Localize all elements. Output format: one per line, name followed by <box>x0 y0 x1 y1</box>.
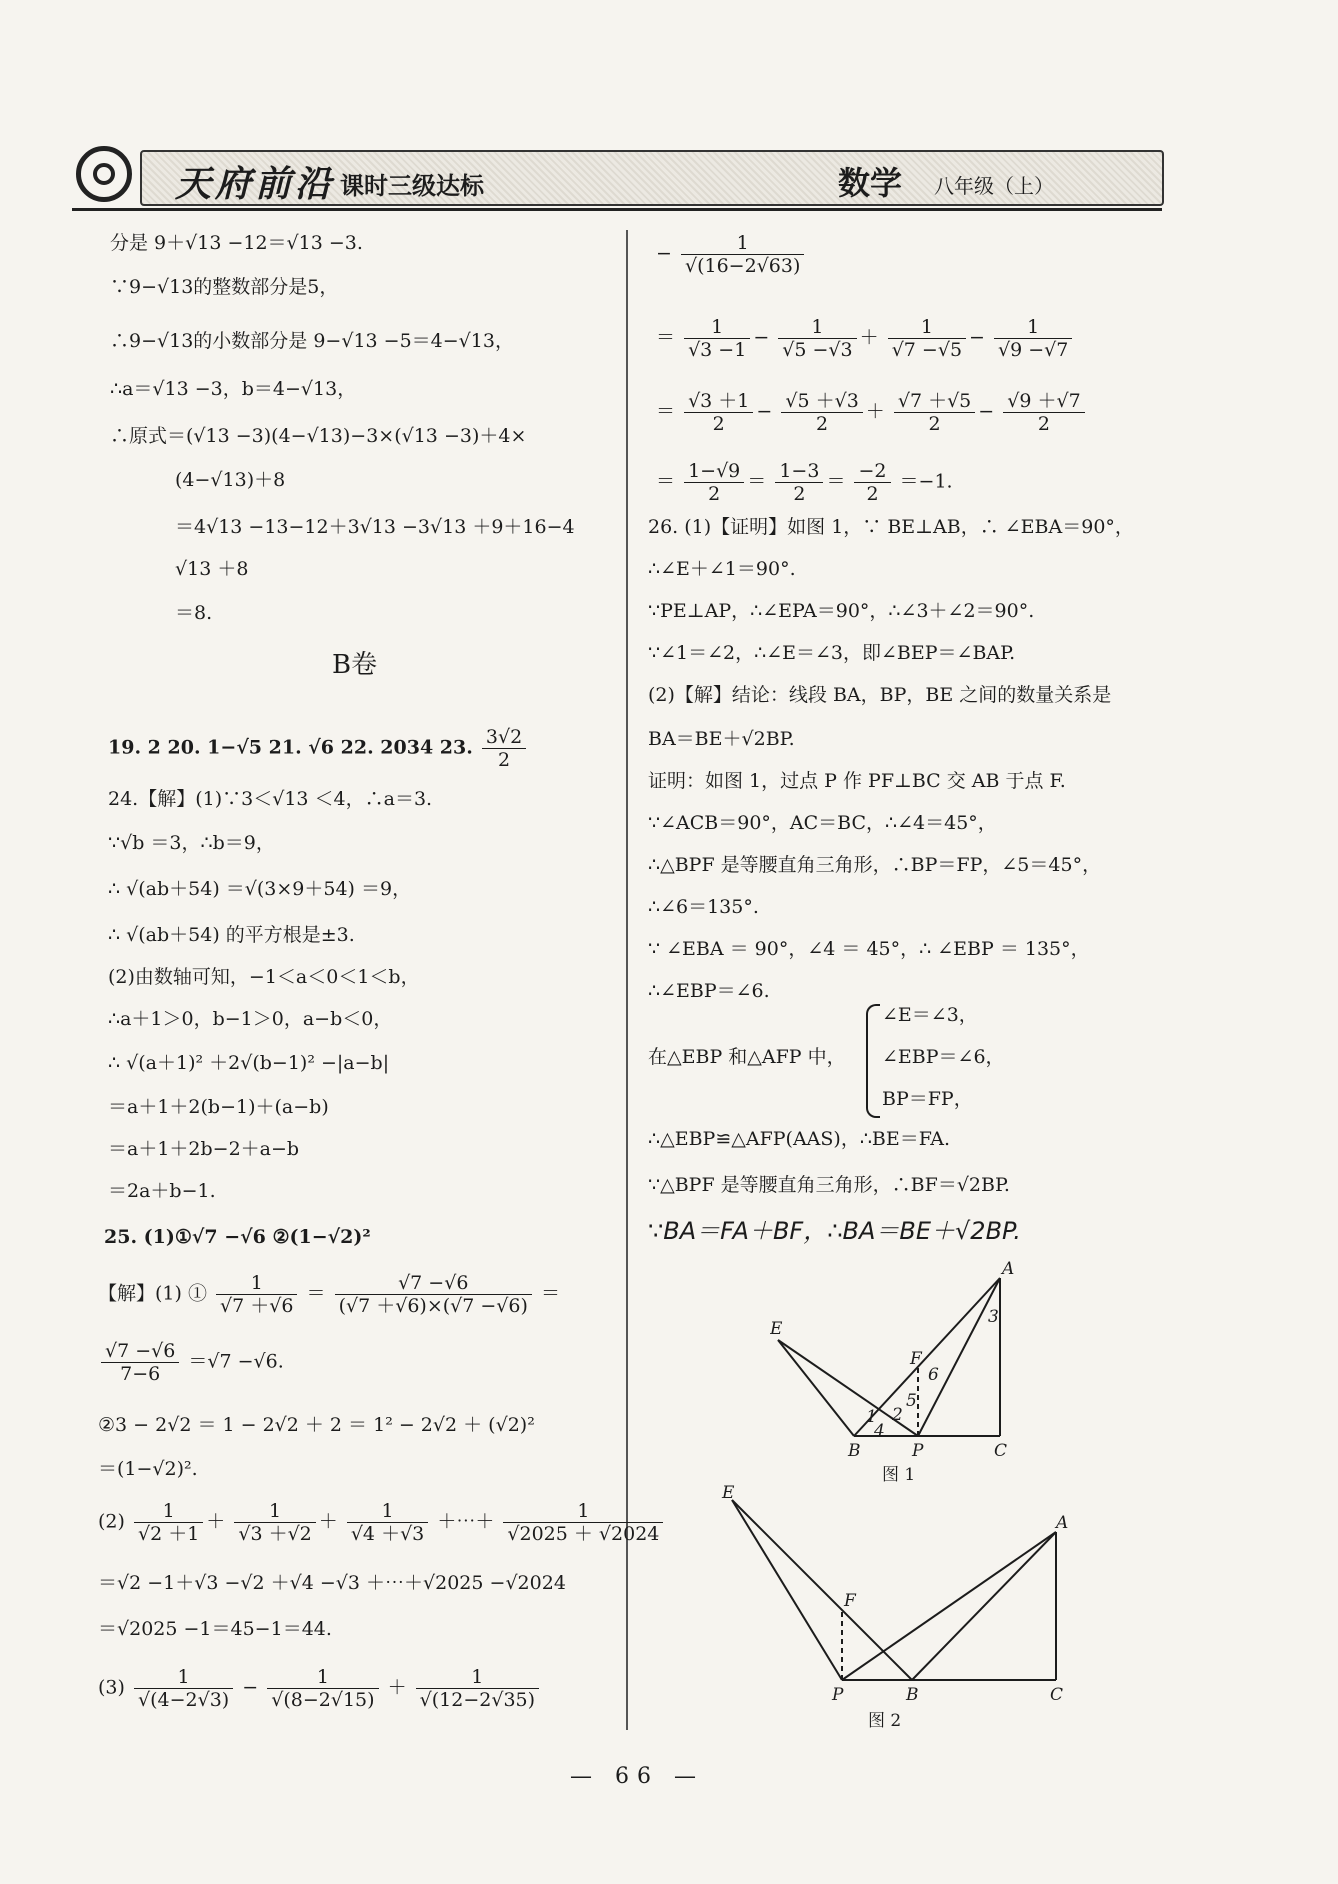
label-p: P <box>912 1441 924 1461</box>
answers-19-23: 19. 2 20. 1−√5 21. √6 22. 2034 23. <box>108 736 473 759</box>
equation-line: 【解】(1) ① $\frac{1}{√7 +√6}$ ＝ $\frac{√7 -√6}{(√7 +√6)\times(√7 -√6)}$ ＝ <box>98 1272 560 1317</box>
angle-4: 4 <box>874 1421 885 1441</box>
text-line: (2)【解】结论：线段 BA，BP，BE 之间的数量关系是 <box>648 684 1112 706</box>
text-line: 分是 9＋√13 −12＝√13 −3. <box>110 232 363 254</box>
figure-2-caption: 图 2 <box>868 1711 902 1731</box>
text-line: √13 ＋8 <box>175 558 249 580</box>
text-line: ∴△BPF 是等腰直角三角形，∴BP＝FP，∠5＝45°， <box>648 854 1102 876</box>
figure-2 <box>716 1484 1076 1734</box>
text-line: BP＝FP， <box>882 1088 973 1110</box>
text-line: ∴ √(a＋1)² ＋2√(b−1)² −|a−b| <box>108 1052 390 1074</box>
angle-1: 1 <box>866 1407 877 1427</box>
equation-line: ＝ $\frac{1}{√3 -1}$ − $\frac{1}{√5 -√3}$ ＋ $\frac{1}{√7 -√5}$ − $\frac{1}{√9 -√7}$ <box>656 316 1075 361</box>
text-line: 在△EBP 和△AFP 中， <box>648 1046 846 1068</box>
brand-subtitle: 课时三级达标 <box>340 172 484 200</box>
label-b: B <box>906 1685 919 1705</box>
text-line: ∴a＝√13 −3，b＝4−√13， <box>110 378 357 400</box>
equation-line: ＝ $\frac{√3 +1}{2}$ − $\frac{√5 +√3}{2}$ ＋ $\frac{√7 +√5}{2}$ − $\frac{√9 +√7}{2}$ <box>656 390 1088 435</box>
fraction: $\frac{3√2}{2}$ <box>482 726 526 771</box>
text-line: 25. (1)①√7 −√6 ②(1−√2)² <box>104 1226 371 1248</box>
angle-3: 3 <box>988 1307 999 1327</box>
label-f: F <box>844 1591 856 1611</box>
text-line: (4−√13)＋8 <box>175 469 286 491</box>
text-line: ＝8. <box>175 602 213 624</box>
label-p: P <box>832 1685 844 1705</box>
text-line: 证明：如图 1，过点 P 作 PF⊥BC 交 AB 于点 F. <box>648 770 1066 792</box>
target-logo-icon <box>76 146 132 202</box>
text-line: ＝2a＋b−1. <box>108 1180 216 1202</box>
text-line: (2)由数轴可知，−1＜a＜0＜1＜b， <box>108 966 420 988</box>
equation-line: (2) $\frac{1}{√2 +1}$ ＋ $\frac{1}{√3 +√2}$ ＋ $\frac{1}{√4 +√3}$ ＋⋯＋ $\frac{1}{√2025 + √2024}$ <box>98 1500 666 1545</box>
text-line: ∴ √(ab＋54) ＝√(3×9＋54) ＝9， <box>108 878 412 900</box>
text-line: ②3 − 2√2 ＝ 1 − 2√2 ＋ 2 ＝ 1² − 2√2 ＋ (√2)² <box>98 1414 535 1436</box>
text-line: ∴9−√13的小数部分是 9−√13 −5＝4−√13， <box>110 330 514 352</box>
text-line: ∵ ∠EBA ＝ 90°，∠4 ＝ 45°，∴ ∠EBP ＝ 135°， <box>648 938 1090 960</box>
label-a: A <box>1056 1513 1069 1533</box>
text-line: ∵√b ＝3，∴b＝9， <box>108 832 275 854</box>
text-line: ∴a＋1＞0，b−1＞0，a−b＜0， <box>108 1008 393 1030</box>
label-a: A <box>1002 1259 1015 1279</box>
text-line: ∴原式＝(√13 −3)(4−√13)−3×(√13 −3)＋4× <box>110 425 527 447</box>
label-c: C <box>994 1441 1008 1461</box>
text-line: 24.【解】(1)∵3＜√13 ＜4，∴a＝3. <box>108 788 433 810</box>
text-line: ∵9−√13的整数部分是5， <box>110 276 339 298</box>
brace <box>866 1004 880 1118</box>
angle-5: 5 <box>906 1391 917 1411</box>
text-line: ∴ √(ab＋54) 的平方根是±3. <box>108 924 355 946</box>
text-line: ＝√2025 −1＝45−1＝44. <box>98 1618 332 1640</box>
label-f: F <box>910 1349 922 1369</box>
text-line: ∴△EBP≌△AFP(AAS)，∴BE＝FA. <box>648 1128 951 1150</box>
figure-1-caption: 图 1 <box>882 1465 916 1482</box>
text-line: ∴∠EBP＝∠6. <box>648 980 770 1002</box>
label-e: E <box>770 1319 783 1339</box>
equation-line: (3) $\frac{1}{√(4-2√3)}$ − $\frac{1}{√(8-2√15)}$ ＋ $\frac{1}{√(12-2√35)}$ <box>98 1666 542 1711</box>
text-line: ∴∠E＋∠1＝90°. <box>648 558 796 580</box>
figure-1 <box>770 1258 1050 1482</box>
label-b: B <box>848 1441 861 1461</box>
label-e: E <box>722 1484 735 1503</box>
text-line: ＝4√13 −13−12＋3√13 −3√13 ＋9＋16−4 <box>175 516 575 538</box>
angle-6: 6 <box>928 1365 939 1385</box>
subject-label: 数学 <box>838 164 903 202</box>
equation-line: ＝ $\frac{1-√9}{2}$ ＝ $\frac{1-3}{2}$ ＝ $\frac{-2}{2}$ ＝−1. <box>656 460 953 505</box>
text-line: ∵△BPF 是等腰直角三角形，∴BF＝√2BP. <box>648 1174 1010 1196</box>
equation-line: − $\frac{1}{√(16-2√63)}$ <box>656 232 807 277</box>
angle-2: 2 <box>892 1405 903 1425</box>
text-line: ∵∠1＝∠2，∴∠E＝∠3，即∠BEP＝∠BAP. <box>648 642 1016 664</box>
text-line: 26. (1)【证明】如图 1，∵ BE⊥AB，∴ ∠EBA＝90°， <box>648 516 1134 538</box>
text-line: ∠E＝∠3， <box>882 1004 978 1026</box>
text-line: ＝√2 −1＋√3 −√2 ＋√4 −√3 ＋⋯＋√2025 −√2024 <box>98 1572 566 1594</box>
text-line: ∠EBP＝∠6， <box>882 1046 1005 1068</box>
text-line: ＝(1−√2)². <box>98 1458 198 1480</box>
text-line: ＝a＋1＋2(b−1)＋(a−b) <box>108 1096 329 1118</box>
equation-line: $\frac{√7 -√6}{7-6}$ ＝√7 −√6. <box>98 1340 284 1385</box>
text-line: ∵∠ACB＝90°，AC＝BC，∴∠4＝45°， <box>648 812 997 834</box>
section-title-b: B卷 <box>332 650 378 680</box>
handwritten-line: ∵BA＝FA＋BF，∴BA＝BE＋√2BP. <box>648 1217 1021 1245</box>
answer-line <box>108 726 529 771</box>
text-line: ∴∠6＝135°. <box>648 896 759 918</box>
brand-title: 天府前沿 <box>175 163 336 205</box>
text-line: ∵PE⊥AP，∴∠EPA＝90°，∴∠3＋∠2＝90°. <box>648 600 1035 622</box>
text-line: BA＝BE＋√2BP. <box>648 728 795 750</box>
page-number: — 66 — <box>570 1764 704 1789</box>
label-c: C <box>1050 1685 1064 1705</box>
grade-label: 八年级（上） <box>934 174 1054 198</box>
text-line: ＝a＋1＋2b−2＋a−b <box>108 1138 300 1160</box>
